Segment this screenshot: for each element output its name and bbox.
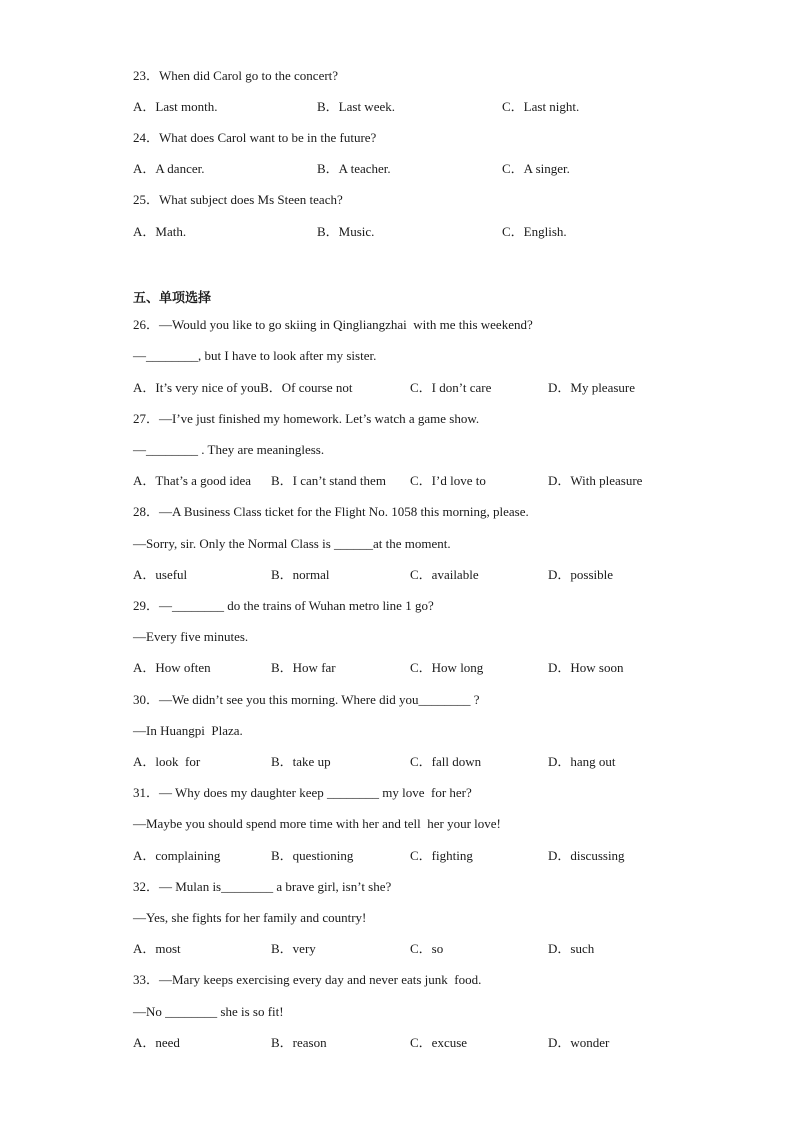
question-32-option-b: B．very	[271, 941, 316, 956]
question-23-option-c: C．Last night.	[502, 99, 580, 114]
question-30-option-b: B．take up	[271, 754, 331, 769]
question-24-option-b: B．A teacher.	[317, 161, 391, 176]
question-33-option-d: D．wonder	[548, 1035, 610, 1050]
question-26-response: —________, but I have to look after my sister.	[133, 348, 377, 363]
question-25-option-c: C．English.	[502, 224, 567, 239]
question-28-stem: 28．—A Business Class ticket for the Flight No. 1058 this morning, please.	[133, 504, 529, 519]
question-23-option-a: A．Last month.	[133, 99, 218, 114]
question-29-stem: 29．—________ do the trains of Wuhan metro line 1 go?	[133, 598, 434, 613]
question-32-response: —Yes, she fights for her family and country!	[133, 910, 367, 925]
question-24-stem: 24．What does Carol want to be in the future?	[133, 130, 377, 145]
question-27-response: —________ . They are meaningless.	[133, 442, 325, 457]
question-32-option-c: C．so	[410, 941, 444, 956]
question-24-option-c: C．A singer.	[502, 161, 570, 176]
question-28-option-c: C．available	[410, 567, 479, 582]
question-28-response: —Sorry, sir. Only the Normal Class is ______at the moment.	[133, 536, 451, 551]
question-31-option-a: A．complaining	[133, 848, 221, 863]
question-31-option-b: B．questioning	[271, 848, 354, 863]
question-30-option-d: D．hang out	[548, 754, 616, 769]
question-26-option-c: C．I don’t care	[410, 380, 492, 395]
question-23-option-b: B．Last week.	[317, 99, 395, 114]
question-31-option-d: D．discussing	[548, 848, 625, 863]
question-28-option-d: D．possible	[548, 567, 614, 582]
question-27-option-d: D．With pleasure	[548, 473, 643, 488]
question-32-option-d: D．such	[548, 941, 595, 956]
question-24-option-a: A．A dancer.	[133, 161, 205, 176]
question-28-option-a: A．useful	[133, 567, 188, 582]
question-27-option-c: C．I’d love to	[410, 473, 486, 488]
question-33-response: —No ________ she is so fit!	[133, 1004, 284, 1019]
question-30-option-c: C．fall down	[410, 754, 482, 769]
question-23-stem: 23．When did Carol go to the concert?	[133, 68, 339, 83]
question-33-option-b: B．reason	[271, 1035, 327, 1050]
question-27-option-b: B．I can’t stand them	[271, 473, 386, 488]
question-26-stem: 26．—Would you like to go skiing in Qingliangzhai with me this weekend?	[133, 317, 533, 332]
question-26-option-ab: A．It’s very nice of youB．Of course not	[133, 380, 353, 395]
question-33-option-a: A．need	[133, 1035, 180, 1050]
question-25-option-a: A．Math.	[133, 224, 187, 239]
question-32-option-a: A．most	[133, 941, 181, 956]
question-30-option-a: A．look for	[133, 754, 201, 769]
question-31-stem: 31．— Why does my daughter keep ________ my love for her?	[133, 785, 472, 800]
question-29-option-c: C．How long	[410, 660, 484, 675]
question-29-response: —Every five minutes.	[133, 629, 249, 644]
question-29-option-d: D．How soon	[548, 660, 624, 675]
question-32-stem: 32．— Mulan is________ a brave girl, isn’t she?	[133, 879, 392, 894]
question-25-stem: 25．What subject does Ms Steen teach?	[133, 192, 343, 207]
question-33-option-c: C．excuse	[410, 1035, 468, 1050]
question-27-stem: 27．—I’ve just finished my homework. Let’s watch a game show.	[133, 411, 480, 426]
question-27-option-a: A．That’s a good idea	[133, 473, 252, 488]
question-25-option-b: B．Music.	[317, 224, 375, 239]
question-26-option-d: D．My pleasure	[548, 380, 636, 395]
question-33-stem: 33．—Mary keeps exercising every day and never eats junk food.	[133, 972, 482, 987]
question-29-option-b: B．How far	[271, 660, 336, 675]
question-29-option-a: A．How often	[133, 660, 211, 675]
question-30-stem: 30．—We didn’t see you this morning. Where did you________ ?	[133, 692, 480, 707]
question-31-response: —Maybe you should spend more time with her and tell her your love!	[133, 816, 501, 831]
question-28-option-b: B．normal	[271, 567, 330, 582]
question-30-response: —In Huangpi Plaza.	[133, 723, 243, 738]
question-31-option-c: C．fighting	[410, 848, 473, 863]
section-5-heading: 五、单项选择	[133, 291, 212, 306]
